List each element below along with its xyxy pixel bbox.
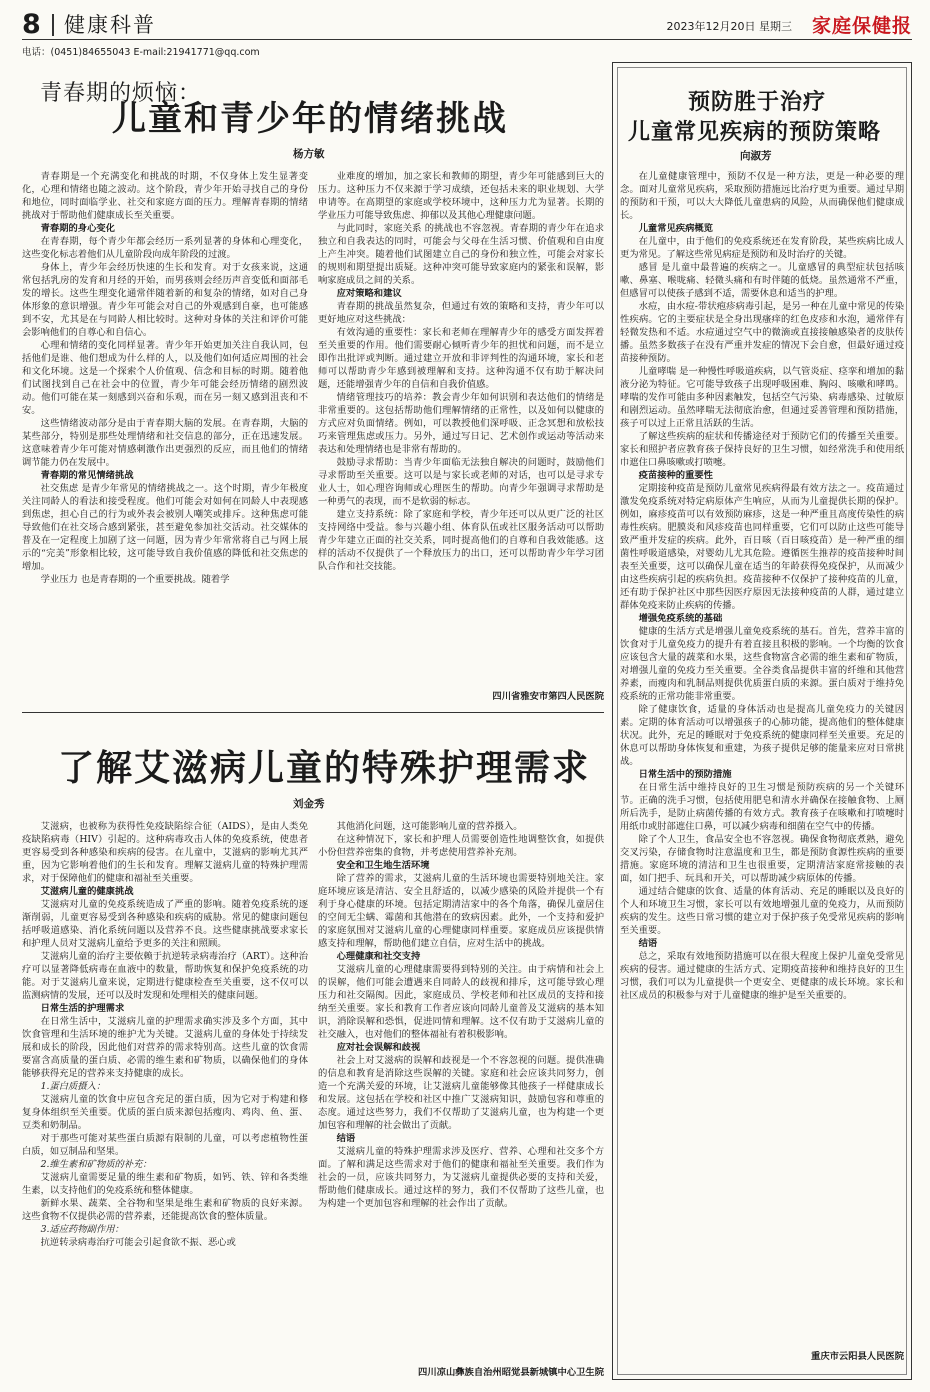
paragraph: 与此同时，家庭关系 的挑战也不容忽视。青春期的青少年在追求独立和自我表达的同时，可能会与父母在生活习惯、价值观和自由度上产生冲突。随着他们试图建立自己的身份和独立性，可能会对家长的规则和期望提出质疑。这种冲突可能导致家庭内的紧张和误解，影响家庭成员之间的关系。 xyxy=(318,223,604,286)
paragraph: 3.适应药物副作用： xyxy=(40,1224,124,1235)
paragraph: 学业压力 也是青春期的一个重要挑战。随着学 xyxy=(40,574,230,585)
paragraph: 感冒 是儿童中最普遍的疾病之一。儿童感冒的典型症状包括咳嗽、鼻塞、喉咙痛、轻微头痛和有时伴随的低烧。虽然通常不严重，但感冒可以使孩子感到不适，需要休息和适当的护理。 xyxy=(620,262,904,299)
paragraph: 1.蛋白质摄入： xyxy=(40,1081,106,1092)
paragraph: 了解这些疾病的症状和传播途径对于预防它们的传播至关重要。家长和照护者应教育孩子保持良好的卫生习惯，如经常洗手和使用纸巾遮住口鼻咳嗽或打喷嚏。 xyxy=(620,431,904,468)
article1-column-2 xyxy=(318,170,604,700)
subheading: 应对策略和建议 xyxy=(336,288,402,299)
article1-org: 四川省雅安市第四人民医院 xyxy=(492,691,604,702)
paragraph: 有效沟通的重要性：家长和老师在理解青少年的感受方面发挥着至关重要的作用。他们需要耐心倾听青少年的担忧和问题，而不是立即作出批评或判断。通过建立开放和非评判性的沟通环境，家长和老师可以帮助青少年感到被理解和支持。这种沟通不仅有助于解决问题，还能增强青少年的自信和自我价值感。 xyxy=(318,327,604,390)
paragraph: 艾滋病儿童的饮食中应包含充足的蛋白质，因为它对于构建和修复身体组织至关重要。优质的蛋白质来源包括瘦肉、鸡肉、鱼、蛋、豆类和奶制品。 xyxy=(22,1094,308,1131)
paragraph: 健康的生活方式是增强儿童免疫系统的基石。首先，营养丰富的饮食对于儿童免疫力的提升有着直接且积极的影响。一个均衡的饮食应该包含大量的蔬菜和水果，这些食物富含必需的维生素和矿物质，对增强儿童的免疫力至关重要。全谷类食品提供丰富的纤维和其他营养素，而瘦肉和乳制品则提供优质蛋白质的来源。蛋白质对于维持免疫系统的正常功能非常重要。 xyxy=(620,626,904,702)
paragraph: 艾滋病儿童的特殊护理需求涉及医疗、营养、心理和社交多个方面。了解和满足这些需求对于他们的健康和福祉至关重要。我们作为社会的一员，应该共同努力，为艾滋病儿童提供必要的支持和关爱，帮助他们健康成长。通过这样的努力，我们不仅帮助了这些儿童，也为构建一个更加包容和理解的社会作出了贡献。 xyxy=(318,1146,604,1209)
subheading: 儿童常见疾病概览 xyxy=(638,223,713,234)
paragraph: 在日常生活中，艾滋病儿童的护理需求确实涉及多个方面，其中饮食管理和生活环境的维护尤为关键。艾滋病儿童的身体处于持续发展和成长的阶段，因此他们对营养的需求特别高。这些儿童的饮食需要富含高质量的蛋白质、必需的维生素和矿物质，以确保他们的身体能够获得充足的营养来支持健康的成长。 xyxy=(22,1016,308,1079)
paragraph: 在青春期，每个青少年都会经历一系列显著的身体和心理变化，这些变化标志着他们从儿童阶段向成年阶段的过渡。 xyxy=(22,236,308,260)
subheading: 安全和卫生地生活环境 xyxy=(336,860,430,871)
paragraph: 新鲜水果、蔬菜、全谷物和坚果是维生素和矿物质的良好来源。这些食物不仅提供必需的营养素，还能提高饮食的整体质量。 xyxy=(22,1198,308,1222)
subheading: 艾滋病儿童的健康挑战 xyxy=(40,886,134,897)
subheading: 增强免疫系统的基础 xyxy=(638,613,723,624)
paragraph: 艾滋病儿童的治疗主要依赖于抗逆转录病毒治疗（ART）。这种治疗可以显著降低病毒在血液中的数量，帮助恢复和保护免疫系统的功能。对于艾滋病儿童来说，定期进行健康检查至关重要，这不仅可以监测病情的发展，还可以及时发现和处理相关的健康问题。 xyxy=(22,951,308,1001)
page-number: 8 xyxy=(22,9,41,40)
paragraph: 青春期的挑战虽然复杂，但通过有效的策略和支持，青少年可以更好地应对这些挑战： xyxy=(318,301,604,325)
paragraph: 除了个人卫生，食品安全也不容忽视。确保食物彻底煮熟，避免交叉污染，存储食物时注意温度和卫生，都是预防食源性疾病的重要措施。家庭环境的清洁和卫生也很重要，定期清洁家庭常接触的表面，如门把手、玩具和开关，可以帮助减少病原体的传播。 xyxy=(620,834,904,884)
article2-title: 了解艾滋病儿童的特殊护理需求 xyxy=(58,747,591,789)
masthead xyxy=(22,10,912,40)
paragraph: 青春期是一个充满变化和挑战的时期，不仅身体上发生显著变化，心理和情绪也随之波动。这个阶段，青少年开始寻找自己的身份和地位，同时面临学业、社交和家庭方面的压力。理解青春期的情绪挑战对于帮助他们健康成长至关重要。 xyxy=(22,171,308,221)
article3-author: 向淑芳 xyxy=(740,150,772,162)
masthead-divider xyxy=(52,14,54,36)
subheading: 疫苗接种的重要性 xyxy=(638,470,713,481)
paragraph: 水痘，由水痘-带状疱疹病毒引起，是另一种在儿童中常见的传染性疾病。它的主要症状是全身出现瘙痒的红色皮疹和水泡，通常伴有轻微发热和不适。水痘通过空气中的微滴或直接接触感染者的皮肤传播。虽然多数孩子在没有严重并发症的情况下会自愈，但最好通过疫苗接种预防。 xyxy=(620,301,904,364)
paragraph: 艾滋病对儿童的免疫系统造成了严重的影响。随着免疫系统的逐渐削弱，儿童更容易受到各种感染和疾病的威胁。常见的健康问题包括呼吸道感染、消化系统问题以及营养不良。这些健康挑战要求家长和护理人员对艾滋病儿童给予更多的关注和照顾。 xyxy=(22,899,308,949)
paragraph: 在这种情况下，家长和护理人员需要创造性地调整饮食，如提供小份但营养密集的食物，并考虑使用营养补充剂。 xyxy=(318,834,604,858)
paragraph: 2.维生素和矿物质的补充： xyxy=(40,1159,152,1170)
subheading: 日常生活的护理需求 xyxy=(40,1003,125,1014)
subheading: 结语 xyxy=(336,1133,356,1144)
issue-date: 2023年12月20日 星期三 xyxy=(666,20,792,33)
paragraph: 鼓励寻求帮助：当青少年面临无法独自解决的问题时，鼓励他们寻求帮助至关重要。这可以是与家长或老师的对话，也可以是寻求专业人士，如心理咨询师或心理医生的帮助。向青少年强调寻求帮助是一种勇气的表现，而不是软弱的标志。 xyxy=(318,457,604,507)
article3-title-line1: 预防胜于治疗 xyxy=(688,89,827,115)
paragraph: 艾滋病儿童需要足量的维生素和矿物质，如钙、铁、锌和各类维生素，以支持他们的免疫系统和整体健康。 xyxy=(22,1172,308,1196)
paragraph: 艾滋病，也被称为获得性免疫缺陷综合征（AIDS），是由人类免疫缺陷病毒（HIV）引起的。这种病毒攻击人体的免疫系统，使患者更容易受到各种感染和疾病的侵害。在儿童中，艾滋病的影响尤其严重，因为它影响着他们的生长和发育。理解艾滋病儿童的特殊护理需求，对于保障他们的健康和福祉至关重要。 xyxy=(22,821,308,884)
paragraph: 这些情绪波动部分是由于青春期大脑的发展。在青春期，大脑的某些部分，特别是那些处理情绪和社交信息的部分，正在迅速发展。这意味着青少年可能对情感刺激作出更强烈的反应，而且他们的情绪调节能力仍在发展中。 xyxy=(22,418,308,468)
paragraph: 其他消化问题，这可能影响儿童的营养摄入。 xyxy=(336,821,523,832)
article3-org: 重庆市云阳县人民医院 xyxy=(811,1351,904,1362)
paragraph: 在儿童中，由于他们的免疫系统还在发育阶段，某些疾病比成人更为常见。了解这些常见病症是预防和及时治疗的关键。 xyxy=(620,236,904,260)
paragraph: 业难度的增加，加之家长和教师的期望，青少年可能感到巨大的压力。这种压力不仅来源于学习成绩，还包括未来的职业规划、大学申请等。在高期望的家庭或学校环境中，这种压力尤为显著。长期的学业压力可能导致焦虑、抑郁以及其他心理健康问题。 xyxy=(318,171,604,221)
section-title: 健康科普 xyxy=(64,13,156,37)
paragraph: 在儿童健康管理中，预防不仅是一种方法，更是一种必要的理念。面对儿童常见疾病，采取预防措施远比治疗更为重要。通过早期的预防和干预，可以大大降低儿童患病的风险，从而确保他们健康成长。 xyxy=(620,171,904,221)
article2-column-2 xyxy=(318,820,604,1366)
article2-author: 刘金秀 xyxy=(293,798,325,810)
article1-title: 儿童和青少年的情绪挑战 xyxy=(112,99,508,139)
subheading: 青春期的常见情绪挑战 xyxy=(40,470,134,481)
article1-author: 杨方敏 xyxy=(293,148,325,160)
paragraph: 除了健康饮食，适量的身体活动也是提高儿童免疫力的关键因素。定期的体育活动可以增强孩子的心肺功能，提高他们的整体健康状况。此外，充足的睡眠对于免疫系统的健康同样至关重要。充足的休息可以帮助身体恢复和重建，为孩子提供足够的能量来应对日常挑战。 xyxy=(620,704,904,767)
paragraph: 情绪管理技巧的培养：教会青少年如何识别和表达他们的情绪是非常重要的。这包括帮助他们理解情绪的正常性，以及如何以健康的方式应对负面情绪。例如，可以教授他们深呼吸、正念冥想和放松技巧来管理焦虑或压力。另外，通过写日记、艺术创作或运动等活动来表达和处理情绪也是非常有帮助的。 xyxy=(318,392,604,455)
paragraph: 社会上对艾滋病的误解和歧视是一个不容忽视的问题。提供准确的信息和教育是消除这些误解的关键。家庭和社会应该共同努力，创造一个充满关爱的环境，让艾滋病儿童能够像其他孩子一样健康成长和发展。这包括在学校和社区中推广艾滋病知识，鼓励包容和尊重的态度。通过这些努力，我们不仅帮助了艾滋病儿童，也为构建一个更加包容和理解的社会做出了贡献。 xyxy=(318,1055,604,1131)
paragraph: 建立支持系统：除了家庭和学校，青少年还可以从更广泛的社区支持网络中受益。参与兴趣小组、体育队伍或社区服务活动可以帮助青少年建立正面的社交关系，同时提高他们的自尊和自我效能感。这样的活动不仅提供了一个释放压力的出口，还可以帮助青少年学习团队合作和社交技能。 xyxy=(318,509,604,572)
article2-org-wrap xyxy=(318,1366,604,1380)
paragraph: 通过结合健康的饮食、适量的体育活动、充足的睡眠以及良好的个人和环境卫生习惯，家长可以有效地增强儿童的免疫力，从而预防疾病的发生。这些日常习惯的建立对于保护孩子免受常见疾病的影响至关重要。 xyxy=(620,886,904,936)
paragraph: 对于那些可能对某些蛋白质源有限制的儿童，可以考虑植物性蛋白质，如豆制品和坚果。 xyxy=(22,1133,308,1157)
article2-column-1 xyxy=(22,820,308,1380)
paragraph: 抗逆转录病毒治疗可能会引起食欲不振、恶心或 xyxy=(40,1237,236,1248)
section-divider xyxy=(22,712,604,713)
paragraph: 心理和情绪的变化同样显著。青少年开始更加关注自我认同，包括他们是谁、他们想成为什么样的人，以及他们如何适应周围的社会和文化环境。这是一个探索个人价值观、信念和目标的时期。随着他们试图找到自己在社会中的位置，青少年可能会经历情绪的剧烈波动。他们可能在某一刻感到兴奋和乐观，而在另一刻又感到沮丧和不安。 xyxy=(22,340,308,416)
subheading: 青春期的身心变化 xyxy=(40,223,115,234)
subheading: 日常生活中的预防措施 xyxy=(638,769,732,780)
article3-title-line2: 儿童常见疾病的预防策略 xyxy=(628,119,882,145)
subheading: 心理健康和社交支持 xyxy=(336,951,421,962)
paragraph: 社交焦虑 是青少年常见的情绪挑战之一。这个时期，青少年极度关注同龄人的看法和接受程度。他们可能会对如何在同龄人中表现感到焦虑，担心自己的行为或外表会被别人嘲笑或排斥。这种焦虑可能导致他们在社交场合感到紧张，甚至避免参加社交活动。社交媒体的普及在一定程度上加剧了这一问题，因为青少年常常将自己与网上展示的“完美”形象相比较，这可能导致自我价值感的降低和社交焦虑的增加。 xyxy=(22,483,308,572)
article1-kicker: 青春期的烦恼： xyxy=(40,81,202,106)
article3-column xyxy=(620,170,904,1346)
paragraph: 儿童哮喘 是一种慢性呼吸道疾病，以气管炎症、痉挛和增加的黏液分泌为特征。它可能导致孩子出现呼吸困难、胸闷、咳嗽和哮鸣。哮喘的发作可能由多种因素触发，包括空气污染、病毒感染、过敏原和剧烈运动。虽然哮喘无法彻底治愈，但通过妥善管理和预防措施，孩子可以过上正常且活跃的生活。 xyxy=(620,366,904,429)
subheading: 结语 xyxy=(638,938,658,949)
paper-name: 家庭保健报 xyxy=(811,15,912,37)
paragraph: 定期接种疫苗是预防儿童常见疾病得最有效方法之一。疫苗通过激发免疫系统对特定病原体产生响应，从而为儿童提供长期的保护。例如，麻疹疫苗可以有效预防麻疹，这是一种严重且高度传染性的病毒性疾病。肥膜炎和风疹疫苗也同样重要，它们可以防止这些可能导致严重并发症的疾病。此外，百日咳（百日咳疫苗）是一种严重的细菌性呼吸道感染，对婴幼儿尤其危险。遵循医生推荐的疫苗接种时间表至关重要，这可以确保儿童在适当的年龄获得免疫保护，从而减少由这些疾病引起的疾病负担。疫苗接种不仅保护了接种疫苗的儿童，还有助于保护社区中那些因医疗原因无法接种疫苗的人群，通过建立群体免疫来防止疾病的传播。 xyxy=(620,483,904,611)
paragraph: 身体上，青少年会经历快速的生长和发育。对于女孩来说，这通常包括乳房的发育和月经的开始，而男孩则会经历声音变低和面部毛发的增长。这些生理变化通常伴随着新的和复杂的情绪，如对自己身体形象的意识增强。青少年可能会对自己的外观感到自豪，也可能感到不安，尤其是在与同龄人相比较时。这种对身体的关注和评价可能会影响他们的自尊心和自信心。 xyxy=(22,262,308,338)
paragraph: 在日常生活中维持良好的卫生习惯是预防疾病的另一个关键环节。正确的洗手习惯，包括使用肥皂和清水并确保在接触食物、上厕所后洗手，是防止病菌传播的有效方式。教育孩子在咳嗽和打喷嚏时用纸巾或肘部遮住口鼻，可以减少病毒和细菌在空气中的传播。 xyxy=(620,782,904,832)
paragraph: 艾滋病儿童的心理健康需要得到特别的关注。由于病情和社会上的误解，他们可能会遭遇来自同龄人的歧视和排斥，这可能导致心理压力和社交隔阂。因此，家庭成员、学校老师和社区成员的支持和接纳至关重要。家长和教育工作者应该向同龄儿童普及艾滋病的基本知识，消除误解和恐惧，促进同情和理解。这不仅有助于艾滋病儿童的社交融入，也对他们的整体福祉有着积极影响。 xyxy=(318,964,604,1040)
subheading: 应对社会误解和歧视 xyxy=(336,1042,421,1053)
article2-org: 四川凉山彝族自治州昭觉县新城镇中心卫生院 xyxy=(418,1367,604,1378)
article1-org-wrap xyxy=(318,690,604,704)
paragraph: 总之，采取有效地预防措施可以在很大程度上保护儿童免受常见疾病的侵害。通过健康的生活方式、定期疫苗接种和维持良好的卫生习惯，我们可以为儿童提供一个更安全、更健康的成长环境。家长和社区成员的积极参与对于儿童健康的维护是至关重要的。 xyxy=(620,951,904,1001)
article1-column-1 xyxy=(22,170,308,690)
paragraph: 除了营养的需求，艾滋病儿童的生活环境也需要特别地关注。家庭环境应该是清洁、安全且舒适的，以减少感染的风险并提供一个有利于身心健康的环境。包括定期清洁家中的各个角落，确保儿童居住的空间无尘螨、霉菌和其他潜在的致病因素。此外，一个支持和爱护的家庭氛围对艾滋病儿童的心理健康同样重要。家庭成员应该提供情感支持和理解，帮助他们建立自信，应对生活中的挑战。 xyxy=(318,873,604,949)
contact-line: 电话：(0451)84655043 E-mail:21941771@qq.com xyxy=(22,47,260,58)
article3-org-wrap xyxy=(620,1350,904,1364)
